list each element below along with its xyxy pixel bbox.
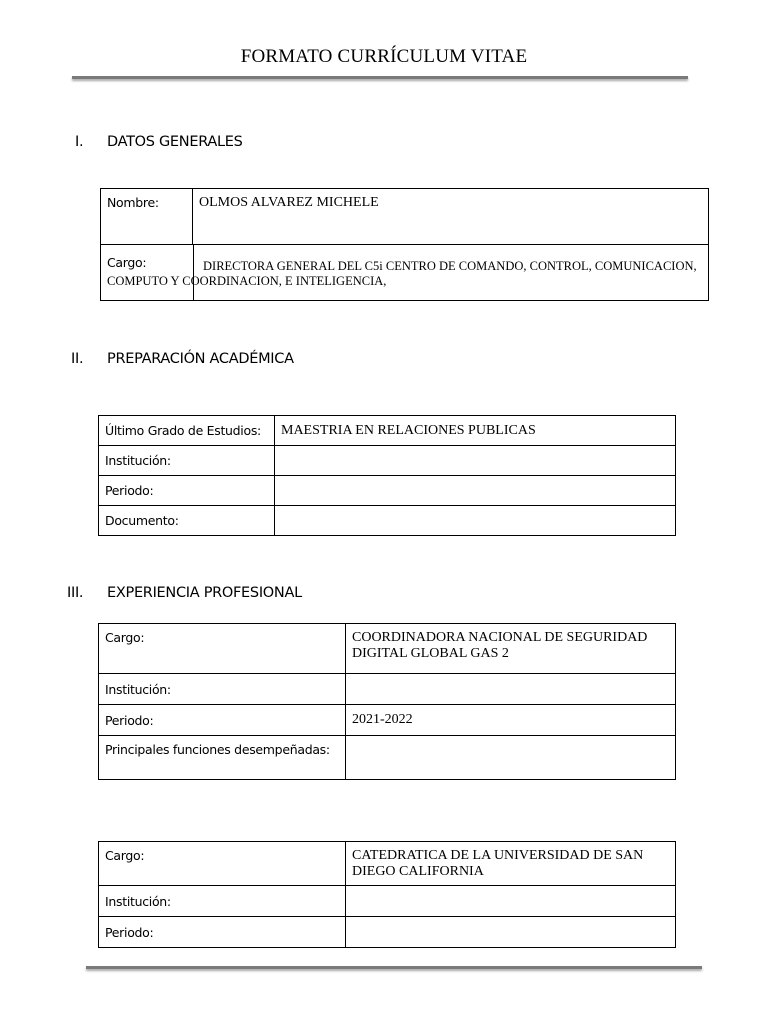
section-number: III. [67, 585, 84, 601]
document-title: FORMATO CURRÍCULUM VITAE [240, 46, 528, 67]
experience-period-value: 2021-2022 [346, 705, 676, 736]
academic-data-table [98, 415, 676, 536]
degree-value: MAESTRIA EN RELACIONES PUBLICAS [275, 416, 676, 446]
position-value-line1: DIRECTORA GENERAL DEL C5i CENTRO DE COMANDO, CONTROL, COMUNICACION, [203, 259, 697, 273]
section-title: EXPERIENCIA PROFESIONAL [107, 585, 302, 601]
experience-table-1 [98, 623, 676, 780]
experience-position-value: COORDINADORA NACIONAL DE SEGURIDAD DIGITAL GLOBAL GAS 2 [346, 624, 676, 674]
experience-table-2 [98, 841, 676, 948]
name-label: Nombre: [101, 189, 193, 245]
document-label: Documento: [99, 506, 275, 536]
experience-institution-value [346, 674, 676, 705]
institution-value [275, 446, 676, 476]
experience-institution-label: Institución: [99, 886, 346, 917]
section-title: PREPARACIÓN ACADÉMICA [107, 351, 294, 367]
experience-period-label: Periodo: [99, 705, 346, 736]
position-label: Cargo: [107, 255, 147, 270]
bottom-divider [86, 966, 702, 969]
experience-period-label: Periodo: [99, 917, 346, 948]
position-value-line2: COMPUTO Y COORDINACION, E INTELIGENCIA, [107, 274, 387, 288]
section-number: I. [75, 134, 84, 150]
section-number: II. [71, 351, 84, 367]
experience-period-value [346, 917, 676, 948]
section-title: DATOS GENERALES [107, 134, 243, 150]
institution-label: Institución: [99, 446, 275, 476]
top-divider [72, 76, 688, 79]
column-divider [193, 245, 194, 300]
period-label: Periodo: [99, 476, 275, 506]
degree-label: Último Grado de Estudios: [99, 416, 275, 446]
experience-institution-value [346, 886, 676, 917]
experience-position-value: CATEDRATICA DE LA UNIVERSIDAD DE SAN DIEGO CALIFORNIA [346, 842, 676, 886]
experience-position-label: Cargo: [99, 624, 346, 674]
position-row [101, 245, 709, 301]
period-value [275, 476, 676, 506]
experience-institution-label: Institución: [99, 674, 346, 705]
general-data-table [100, 188, 709, 301]
document-value [275, 506, 676, 536]
experience-functions-label: Principales funciones desempeñadas: [99, 736, 346, 780]
experience-position-label: Cargo: [99, 842, 346, 886]
name-value: OLMOS ALVAREZ MICHELE [193, 189, 709, 245]
experience-functions-value [346, 736, 676, 780]
